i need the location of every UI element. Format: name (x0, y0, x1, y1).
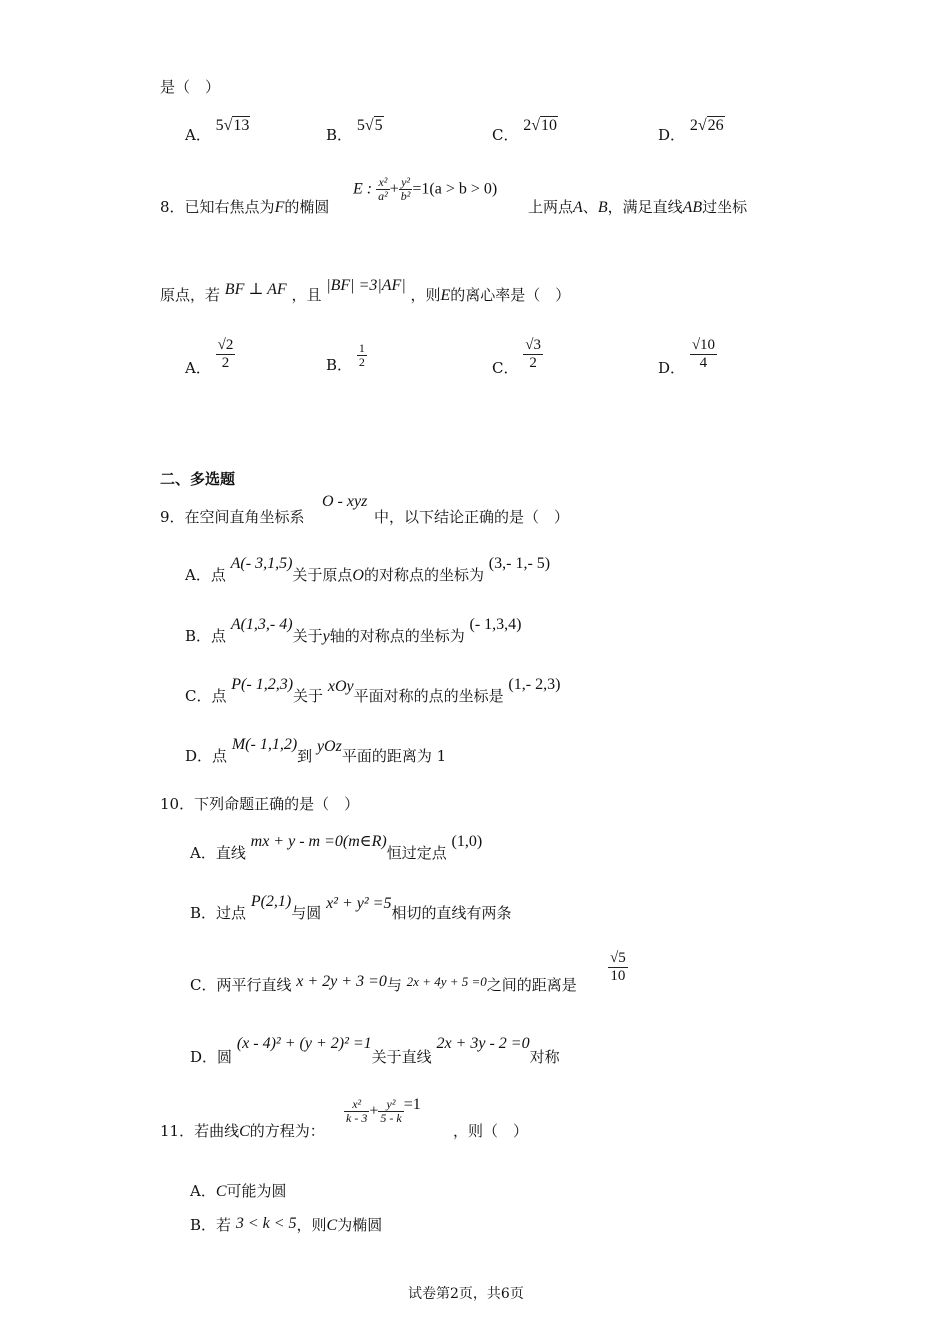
q8-ellipse-equation: E : $\frac{\text{x²}}{\text{a²}}$ + $\frac{\text{y²}}{\text{b²}}$ =1(a > b > 0) (353, 175, 498, 204)
q10-option-c[interactable]: C．两平行直线 x + 2y + 3 =0与 2x + 4y + 5 =0之间的距离是 (190, 973, 577, 994)
q9-option-c[interactable]: C．点 P(- 1,2,3)关于 xOy平面对称的点的坐标是 (1,- 2,3) (185, 676, 561, 705)
q9-option-b[interactable]: B．点 A(1,3,- 4)关于y轴的对称点的坐标为 (- 1,3,4) (185, 616, 522, 645)
q8-option-b[interactable]: B． $\frac{1}{2}$ (326, 341, 365, 374)
q11-stem: 11．若曲线C的方程为： (160, 1122, 325, 1140)
q11-stem-end: ，则（ ） (453, 1122, 529, 1140)
q10-option-b[interactable]: B．过点 P(2,1)与圆 x² + y² =5相切的直线有两条 (190, 893, 512, 922)
q10-option-d[interactable]: D．圆 (x - 4)² + (y + 2)² =1关于直线 2x + 3y - 2 =0对称 (190, 1035, 560, 1066)
q7-option-b[interactable]: B． 5√5 (326, 117, 383, 144)
page-footer: 试卷第2页，共6页 (408, 1286, 524, 1302)
q8-stem-line2: 原点，若 BF ⊥ AF ，且 |BF| =3|AF| ，则E的离心率是（ ） (160, 277, 571, 304)
q9-option-a[interactable]: A．点 A(- 3,1,5)关于原点O的对称点的坐标为 (3,- 1,- 5) (185, 555, 551, 584)
section-title: 二、多选题 (160, 470, 236, 488)
q10-option-a[interactable]: A．直线 mx + y - m =0(m∈R)恒过定点 (1,0) (190, 833, 483, 862)
q8-option-a[interactable]: A． $\frac{√2}{2}$ (185, 337, 234, 377)
q11-option-b[interactable]: B．若 3 < k < 5，则C为椭圆 (190, 1215, 383, 1234)
q8-stem-line1-end: 上两点A、B，满足直线AB过坐标 (528, 198, 748, 216)
q7-option-d[interactable]: D． 2√26 (658, 117, 724, 144)
q8-stem-line1: 8．已知右焦点为F的椭圆 (160, 198, 330, 216)
q8-option-c[interactable]: C． $\frac{√3}{2}$ (492, 337, 541, 377)
q9-stem-end: 中，以下结论正确的是（ ） (374, 508, 570, 526)
q8-option-d[interactable]: D． $\frac{√10}{4}$ (658, 337, 716, 377)
q7-tail: 是（ ） (160, 78, 221, 96)
q7-option-c[interactable]: C． 2√10 (492, 117, 558, 144)
q9-coord-system: O - xyz (322, 493, 368, 510)
q7-option-a[interactable]: A． 5√13 (185, 117, 250, 144)
q10-stem: 10．下列命题正确的是（ ） (160, 795, 360, 813)
q10-c-distance-fraction: $\frac{√5}{10}$ (610, 950, 626, 984)
q9-stem: 9．在空间直角坐标系 (160, 508, 305, 526)
q9-option-d[interactable]: D．点 M(- 1,1,2)到 yOz平面的距离为 1 (185, 736, 447, 765)
q11-equation: $\frac{\text{x²}}{k - 3}$ + $\frac{\text{y²}}{5 - k}$ =1 (346, 1096, 421, 1126)
q11-option-a[interactable]: A．C可能为圆 (190, 1182, 287, 1200)
